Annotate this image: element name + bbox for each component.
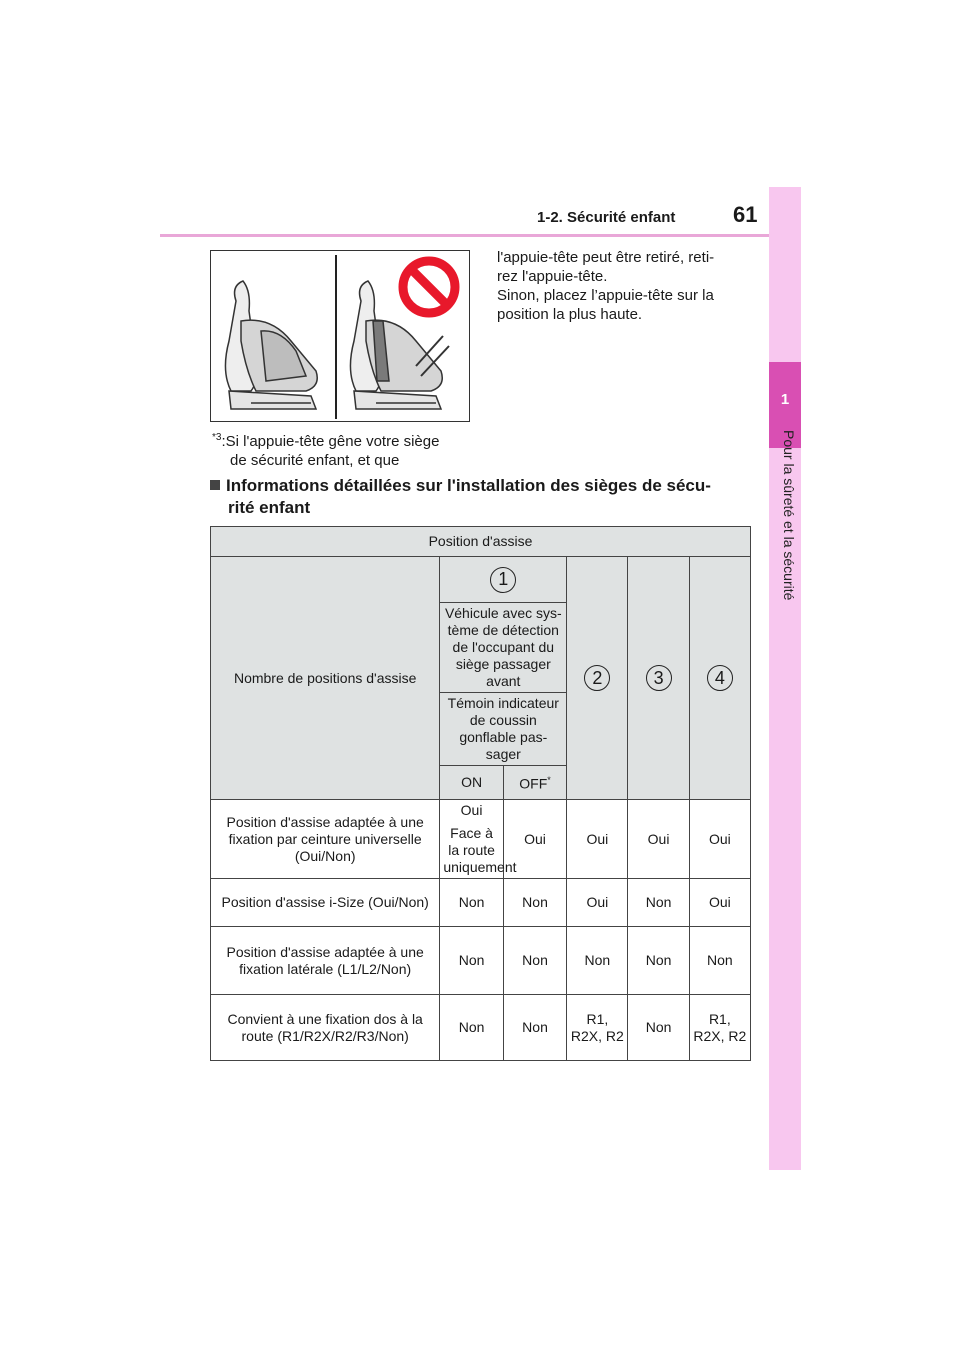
sub-header-indicator: Témoin indicateur de coussin gonflable pas-sager <box>440 693 567 766</box>
seat-number-3 <box>628 557 689 800</box>
table-cell: Non <box>628 927 689 995</box>
heading-line: Informations détaillées sur l'installation des sièges de sécu- <box>226 476 711 495</box>
section-heading <box>210 475 758 519</box>
table-cell: Non <box>689 927 750 995</box>
bullet-square-icon <box>210 480 220 490</box>
seat-number-1 <box>440 557 567 603</box>
table-cell: Oui <box>628 800 689 879</box>
table-cell: Non <box>440 879 503 927</box>
table-cell: Non <box>628 879 689 927</box>
paragraph-line: rez l'appuie-tête. <box>497 268 608 285</box>
prohibited-icon <box>403 261 455 313</box>
on-value: Oui <box>460 802 483 818</box>
seat-number-4 <box>689 557 750 800</box>
section-title: 1-2. Sécurité enfant <box>537 209 676 226</box>
circled-number-3: 3 <box>646 665 672 691</box>
child-seat-headrest-illustration <box>210 250 470 422</box>
table-cell: Oui <box>689 879 750 927</box>
footnote-marker: *3 <box>212 432 222 443</box>
off-footnote-marker: * <box>547 775 551 786</box>
table-header-position: Position d'assise <box>211 527 751 557</box>
paragraph-line: l'appuie-tête peut être retiré, reti- <box>497 249 715 266</box>
circled-number-1: 1 <box>490 567 516 593</box>
circled-number-2: 2 <box>584 665 610 691</box>
table-cell: R1, R2X, R2 <box>689 995 750 1061</box>
seating-position-table <box>210 526 751 1061</box>
table-cell-on <box>440 800 517 879</box>
header-rule <box>160 234 772 237</box>
table-row-label: Position d'assise i-Size (Oui/Non) <box>211 879 440 927</box>
headrest-paragraph <box>497 248 747 324</box>
table-cell: Non <box>503 879 566 927</box>
table-cell: Oui <box>503 800 566 879</box>
paragraph-line: position la plus haute. <box>497 306 643 323</box>
circled-number-4: 4 <box>707 665 733 691</box>
on-note: Face à la route uniquement <box>443 825 517 875</box>
paragraph-line: Sinon, placez l’appuie-tête sur la <box>497 287 714 304</box>
table-cell: R1, R2X, R2 <box>567 995 628 1061</box>
table-cell: Non <box>503 927 566 995</box>
table-cell: Oui <box>567 879 628 927</box>
child-seat-ok-icon <box>225 281 317 409</box>
chapter-title: Pour la sûreté et la sécurité <box>781 430 797 601</box>
seat-number-2 <box>567 557 628 800</box>
table-cell: Non <box>628 995 689 1061</box>
sub-header-vehicle: Véhicule avec sys-tème de détection de l'occupant du siège passager avant <box>440 603 567 693</box>
chapter-number: 1 <box>780 391 790 408</box>
table-cell: Non <box>440 995 503 1061</box>
off-label-cell <box>503 766 566 800</box>
off-label: OFF <box>519 775 548 792</box>
child-seat-illustration-svg <box>211 251 469 421</box>
on-label: ON <box>440 766 503 800</box>
table-row-label: Convient à une fixation dos à la route (R1/R2X/R2/R3/Non) <box>211 995 440 1061</box>
table-row-label-header: Nombre de positions d'assise <box>211 557 440 800</box>
table-row-label: Position d'assise adaptée à une fixation latérale (L1/L2/Non) <box>211 927 440 995</box>
table-cell: Non <box>567 927 628 995</box>
table-row-label: Position d'assise adaptée à une fixation par ceinture universelle (Oui/Non) <box>211 800 440 879</box>
table-cell: Non <box>440 927 503 995</box>
page-number: 61 <box>733 202 758 227</box>
heading-line: rité enfant <box>228 498 311 517</box>
footnote <box>212 428 472 470</box>
footnote-line: :Si l'appuie-tête gêne votre siège <box>221 433 440 450</box>
footnote-line: de sécurité enfant, et que <box>230 452 400 469</box>
table-cell: Oui <box>689 800 750 879</box>
table-cell: Non <box>503 995 566 1061</box>
table-cell: Oui <box>567 800 628 879</box>
child-seat-wrong-icon <box>350 281 449 409</box>
